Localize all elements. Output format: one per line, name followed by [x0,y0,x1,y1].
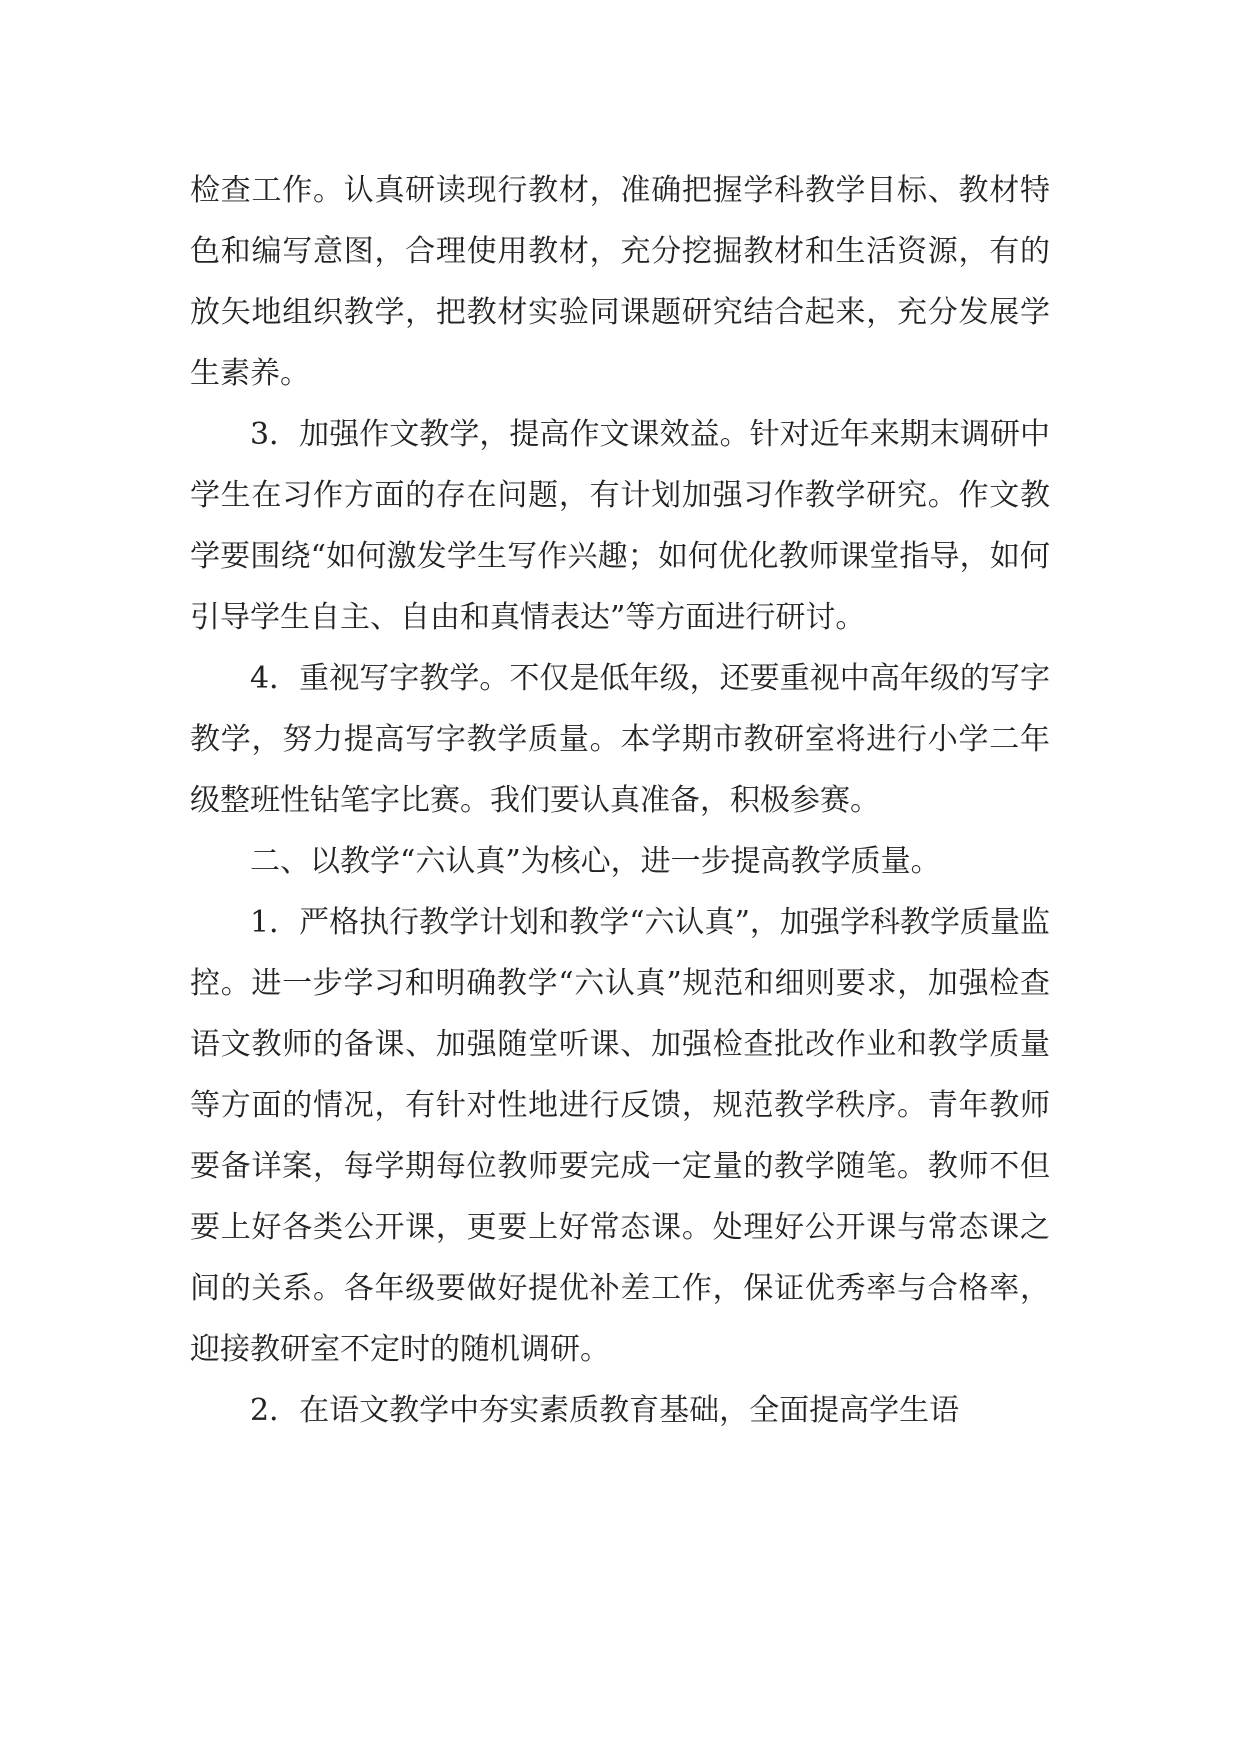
paragraph-item-2: 2．在语文教学中夯实素质教育基础，全面提高学生语 [250,1393,960,1428]
paragraph-item-4: 4．重视写字教学。不仅是低年级，还要重视中高年级的写字教学，努力提高写字教学质量。本学期市教研室将进行小学二年级整班性钻笔字比赛。我们要认真准备，积极参赛。 [190,661,1050,818]
paragraph-item-3: 3．加强作文教学，提高作文课效益。针对近年来期末调研中学生在习作方面的存在问题，有计划加强习作教学研究。作文教学要围绕“如何激发学生写作兴趣；如何优化教师课堂指导，如何引导学生自主、自由和真情表达”等方面进行研讨。 [190,417,1050,635]
section-heading: 二、以教学“六认真”为核心，进一步提高教学质量。 [250,844,941,879]
paragraph-continuation: 检查工作。认真研读现行教材，准确把握学科教学目标、教材特色和编写意图，合理使用教材，充分挖掘教材和生活资源，有的放矢地组织教学，把教材实验同课题研究结合起来，充分发展学生素养。 [190,173,1050,391]
paragraph-item-1: 1．严格执行教学计划和教学“六认真”，加强学科教学质量监控。进一步学习和明确教学“六认真”规范和细则要求，加强检查语文教师的备课、加强随堂听课、加强检查批改作业和教学质量等方面的情况，有针对性地进行反馈，规范教学秩序。青年教师要备详案，每学期每位教师要完成一定量的教学随笔。教师不但要上好各类公开课，更要上好常态课。处理好公开课与常态课之间的关系。各年级要做好提优补差工作，保证优秀率与合格率，迎接教研室不定时的随机调研。 [190,905,1050,1367]
document-body [190,160,1050,1441]
